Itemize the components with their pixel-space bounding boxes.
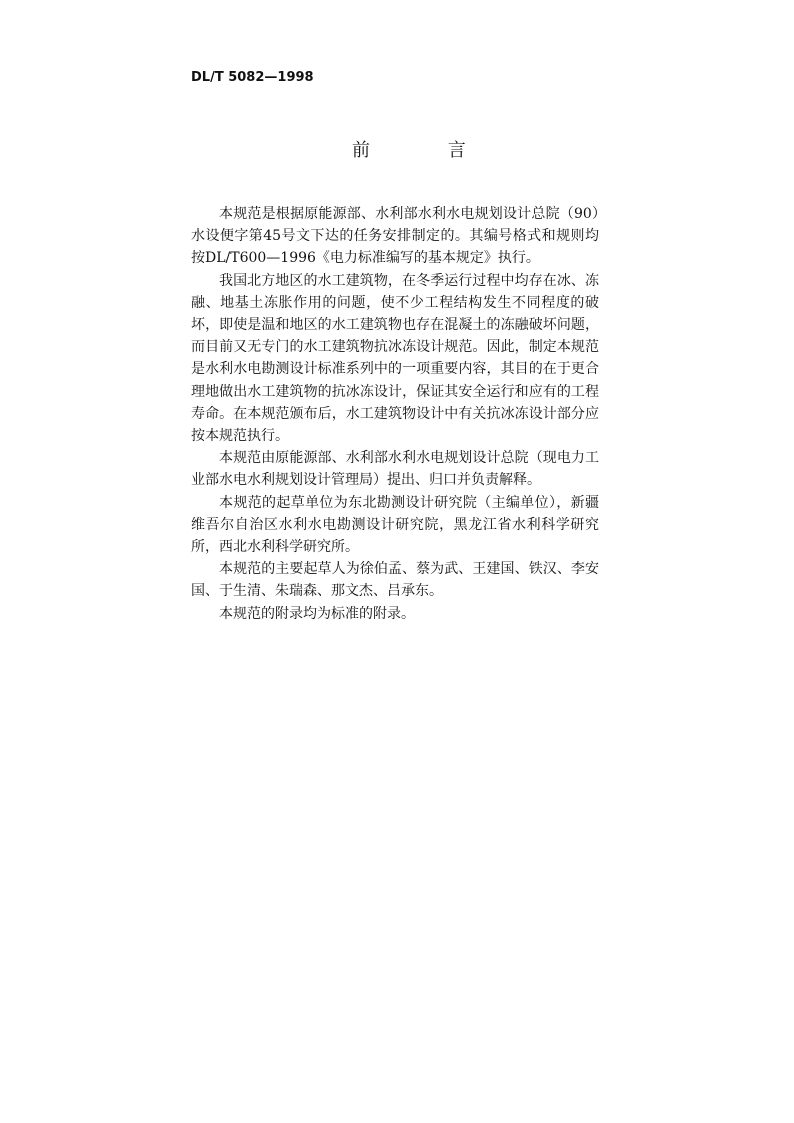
paragraph-drafting-units: 本规范的起草单位为东北勘测设计研究院（主编单位），新疆维吾尔自治区水利水电勘测设计研究院，黑龙江省水利科学研究所，西北水利科学研究所。 <box>191 494 599 556</box>
preface-body <box>191 203 599 625</box>
paragraph-responsibility: 本规范由原能源部、水利部水利水电规划设计总院（现电力工业部水电水利规划设计管理局）提出、归口并负责解释。 <box>191 450 599 489</box>
paragraph-drafters: 本规范的主要起草人为徐伯孟、蔡为武、王建国、铁汉、李安国、于生清、朱瑞森、那文杰、吕承东。 <box>191 561 599 600</box>
document-code: DL/T 5082—1998 <box>191 70 314 85</box>
paragraph-background: 我国北方地区的水工建筑物，在冬季运行过程中均存在冰、冻融、地基土冻胀作用的问题，使不少工程结构发生不同程度的破坏，即使是温和地区的水工建筑物也存在混凝土的冻融破坏问题，而目前又无专门的水工建筑物抗冰冻设计规范。因此，制定本规范是水利水电勘测设计标准系列中的一项重要内容，其目的在于更合理地做出水工建筑物的抗冰冻设计，保证其安全运行和应有的工程寿命。在本规范颁布后，水工建筑物设计中有关抗冰冻设计部分应按本规范执行。 <box>191 272 599 445</box>
paragraph-basis: 本规范是根据原能源部、水利部水利水电规划设计总院（90）水设便字第45号文下达的任务安排制定的。其编号格式和规则均按DL/T600—1996《电力标准编写的基本规定》执行。 <box>191 206 599 267</box>
page-title: 前 言 <box>352 140 502 161</box>
paragraph-appendix: 本规范的附录均为标准的附录。 <box>219 605 415 622</box>
